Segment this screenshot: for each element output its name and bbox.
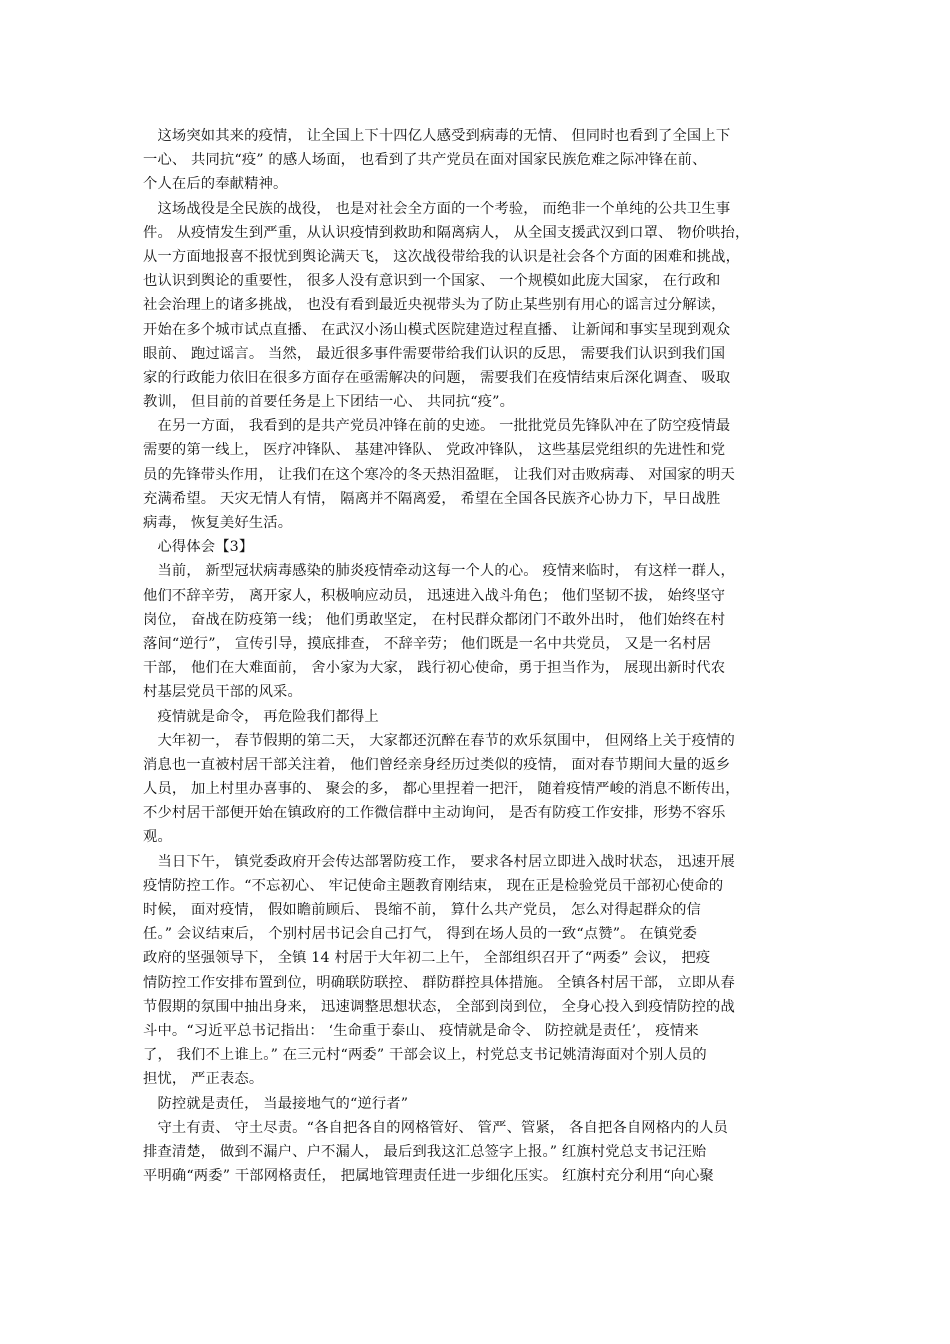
text-line: 干部， 他们在大难面前， 舍小家为大家， 践行初心使命，勇于担当作为， 展现出新时代农 — [143, 660, 726, 677]
text-line: 了， 我们不上谁上。” 在三元村“两委” 干部会议上，村党总支书记姚清海面对个别人员的 — [143, 1047, 707, 1064]
text-line: 防控就是责任， 当最接地气的“逆行者” — [143, 1095, 409, 1112]
text-line: 不少村居干部便开始在镇政府的工作微信群中主动询问， 是否有防疫工作安排，形势不容乐 — [143, 805, 726, 822]
text-line: 观。 — [143, 829, 172, 846]
text-line: 村基层党员干部的风采。 — [143, 684, 302, 701]
text-line: 社会治理上的诸多挑战， 也没有看到最近央视带头为了防止某些别有用心的谣言过分解读， — [143, 297, 726, 314]
text-line: 他们不辞辛劳， 离开家人，积极响应动员， 迅速进入战斗角色； 他们坚韧不拔， 始终坚守 — [143, 587, 726, 604]
text-line: 心得体会【3】 — [143, 539, 254, 556]
text-line: 节假期的氛围中抽出身来， 迅速调整思想状态， 全部到岗到位， 全身心投入到疫情防控的战 — [143, 998, 735, 1015]
text-line: 这场战役是全民族的战役， 也是对社会全方面的一个考验， 而绝非一个单纯的公共卫生事 — [143, 200, 731, 217]
text-line: 一心、 共同抗“疫” 的感人场面， 也看到了共产党员在面对国家民族危难之际冲锋在前、 — [143, 152, 707, 169]
text-line: 担忧， 严正表态。 — [143, 1071, 264, 1088]
text-line: 这场突如其来的疫情， 让全国上下十四亿人感受到病毒的无情、 但同时也看到了全国上下 — [143, 128, 731, 144]
text-line: 斗中。“习近平总书记指出： ‘生命重于泰山、 疫情就是命令、 防控就是责任’， 疫情来 — [143, 1022, 699, 1039]
text-line: 守土有责、 守土尽责。“各自把各自的网格管好、 管严、管紧， 各自把各自网格内的人员 — [143, 1119, 728, 1136]
text-line: 在另一方面， 我看到的是共产党员冲锋在前的史迹。 一批批党员先锋队冲在了防空疫情最 — [143, 418, 731, 435]
text-line: 充满希望。 天灾无情人有情， 隔离并不隔离爱， 希望在全国各民族齐心协力下，早日战胜 — [143, 490, 721, 507]
text-line: 消息也一直被村居干部关注着， 他们曾经亲身经历过类似的疫情， 面对春节期间大量的返乡 — [143, 756, 731, 773]
text-line: 任。” 会议结束后， 个别村居书记会自己打气， 得到在场人员的一致“点赞”。 在镇党委 — [143, 926, 698, 943]
text-line: 排查清楚， 做到不漏户、户不漏人， 最后到我这汇总签字上报。” 红旗村党总支书记汪贻 — [143, 1143, 707, 1160]
text-line: 情防控工作安排布置到位，明确联防联控、 群防群控具体措施。 全镇各村居干部， 立即从春 — [143, 974, 735, 991]
text-line: 疫情就是命令， 再危险我们都得上 — [143, 708, 379, 725]
text-line: 从一方面地报喜不报忧到舆论满天飞， 这次战役带给我的认识是社会各个方面的困难和挑战， — [143, 248, 741, 265]
text-line: 当日下午， 镇党委政府开会传达部署防疫工作， 要求各村居立即进入战时状态， 迅速开展 — [143, 853, 735, 870]
text-line: 需要的第一线上， 医疗冲锋队、 基建冲锋队、 党政冲锋队， 这些基层党组织的先进性和党 — [143, 442, 726, 459]
text-line: 平明确“两委” 干部网格责任， 把属地管理责任进一步细化压实。 红旗村充分利用“向心聚 — [143, 1168, 714, 1185]
text-line: 员的先锋带头作用， 让我们在这个寒冷的冬天热泪盈眶， 让我们对击败病毒、 对国家的明天 — [143, 466, 735, 483]
text-line: 岗位， 奋战在防疫第一线； 他们勇敢坚定， 在村民群众都闭门不敢外出时， 他们始终在村 — [143, 611, 726, 628]
text-line: 落间“逆行”， 宣传引导，摸底排查， 不辞辛劳； 他们既是一名中共党员， 又是一名村居 — [143, 635, 712, 652]
text-line: 时候， 面对疫情， 假如瞻前顾后、 畏缩不前， 算什么共产党员， 怎么对得起群众的信 — [143, 902, 702, 918]
text-line: 教训， 但目前的首要任务是上下团结一心、 共同抗“疫”。 — [143, 394, 515, 411]
text-line: 政府的坚强领导下， 全镇 14 村居于大年初二上午， 全部组织召开了“两委” 会议， 把疫 — [143, 950, 711, 967]
text-line: 当前， 新型冠状病毒感染的肺炎疫情牵动这每一个人的心。 疫情来临时， 有这样一群人， — [143, 563, 735, 580]
text-line: 也认识到舆论的重要性， 很多人没有意识到一个国家、 一个规模如此庞大国家， 在行政和 — [143, 273, 721, 290]
text-line: 病毒， 恢复美好生活。 — [143, 515, 293, 531]
text-line: 开始在多个城市试点直播、 在武汉小汤山模式医院建造过程直播、 让新闻和事实呈现到观众 — [143, 321, 731, 338]
document-body — [143, 124, 819, 1188]
text-line: 人员， 加上村里办喜事的、 聚会的多， 都心里捏着一把汗， 随着疫情严峻的消息不断传出， — [143, 781, 740, 798]
text-line: 家的行政能力依旧在很多方面存在亟需解决的问题， 需要我们在疫情结束后深化调查、 吸取 — [143, 369, 731, 386]
text-line: 件。 从疫情发生到严重，从认识疫情到救助和隔离病人， 从全国支援武汉到口罩、 物价哄抬， — [143, 224, 750, 241]
text-line: 大年初一， 春节假期的第二天， 大家都还沉醉在春节的欢乐氛围中， 但网络上关于疫情的 — [143, 732, 735, 749]
text-line: 眼前、 跑过谣言。 当然， 最近很多事件需要带给我们认识的反思， 需要我们认识到我们国 — [143, 345, 726, 362]
text-line: 疫情防控工作。“不忘初心、 牢记使命主题教育刚结束， 现在正是检验党员干部初心使命的 — [143, 877, 724, 894]
text-line: 个人在后的奉献精神。 — [143, 176, 288, 193]
